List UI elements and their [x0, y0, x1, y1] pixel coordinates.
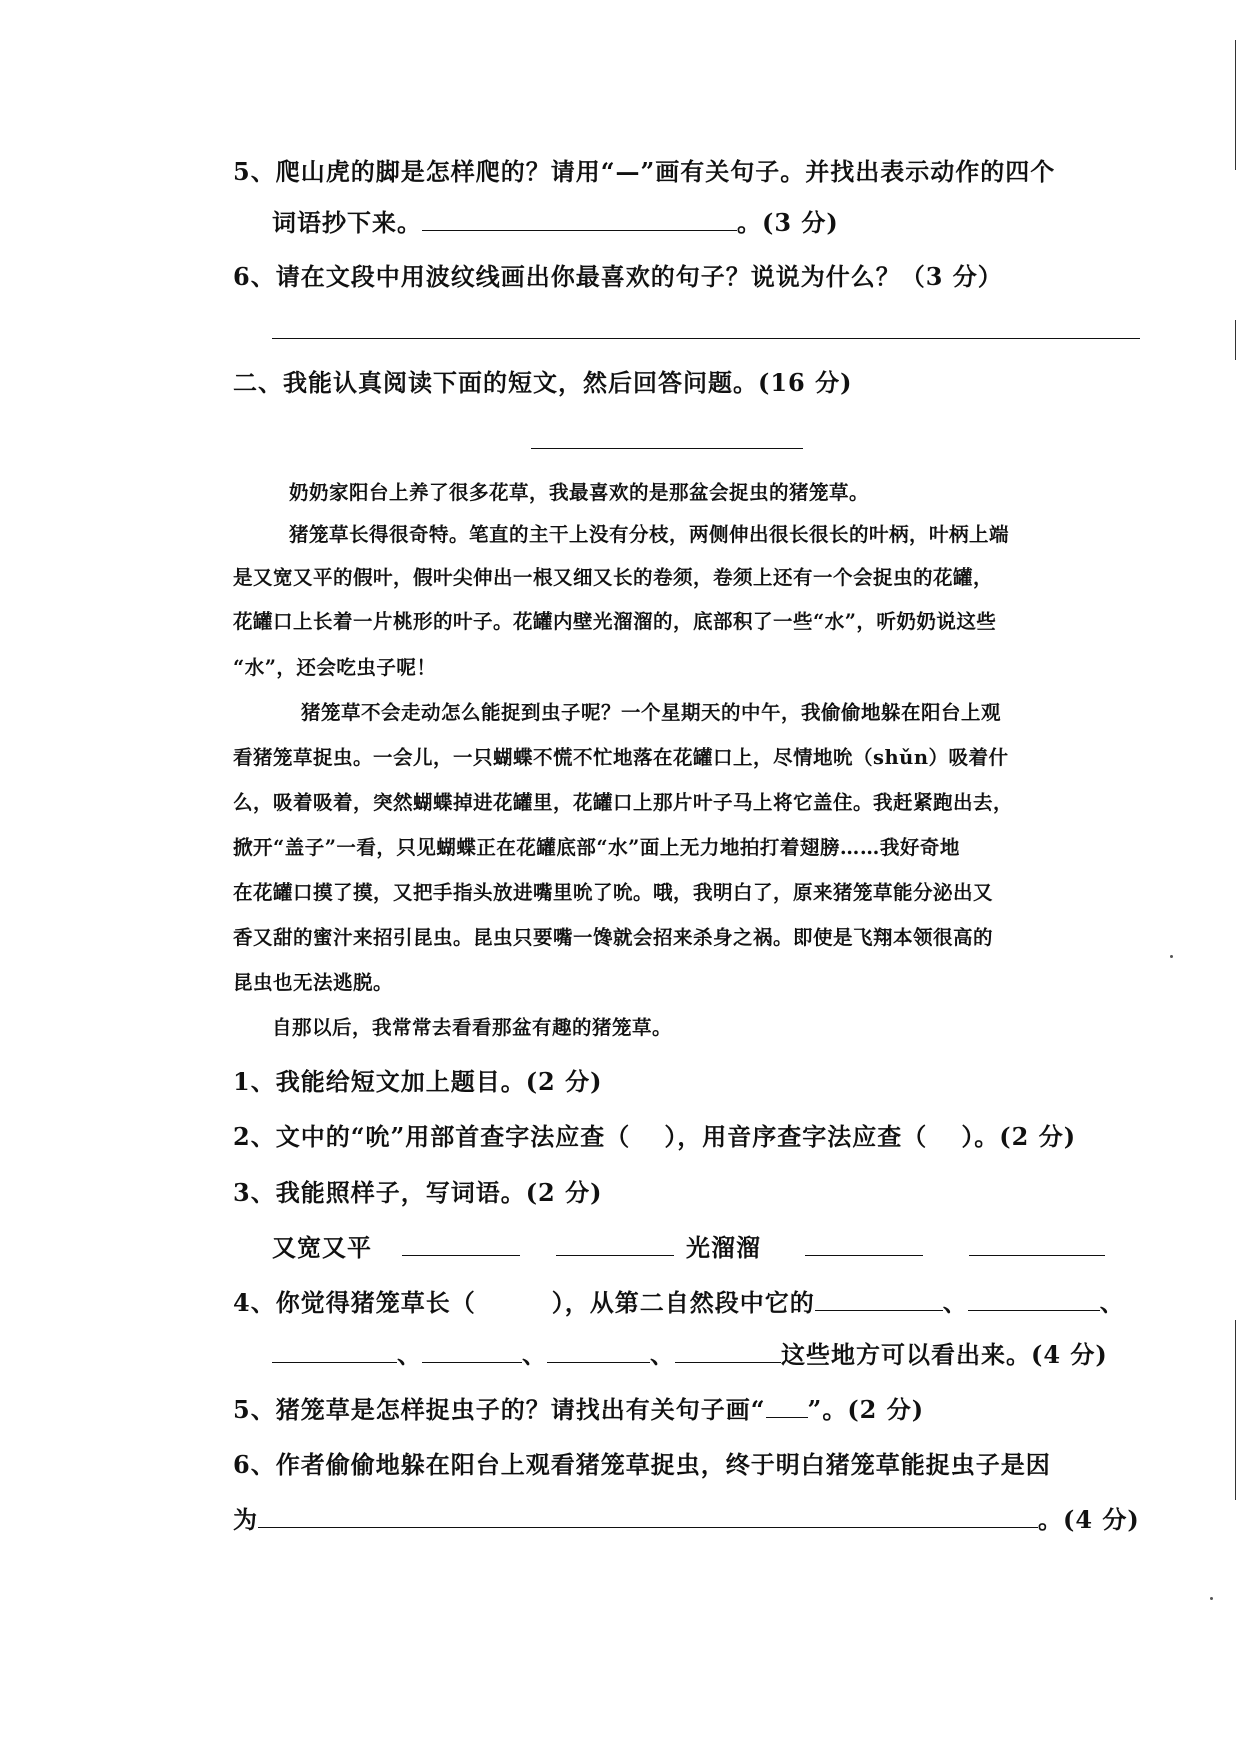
- question-5-text: 词语抄下来。: [272, 208, 422, 237]
- passage-line: 看猪笼草捉虫。一会儿，一只蝴蝶不慌不忙地落在花罐口上，尽情地吮（shǔn）吸着什: [233, 746, 1009, 769]
- question-4-end: 这些地方可以看出来。(4 分): [781, 1340, 1108, 1369]
- scan-edge-line: [1235, 320, 1236, 360]
- question-5-score: ”。(2 分): [807, 1395, 925, 1424]
- passage-line: 奶奶家阳台上养了很多花草，我最喜欢的是那盆会捉虫的猪笼草。: [289, 481, 870, 504]
- question-3-examples: [272, 1233, 1105, 1263]
- answer-blank[interactable]: [272, 1340, 397, 1363]
- question-2-part-b: ），用音序查字法应查（: [664, 1122, 928, 1151]
- question-4-part-a: 4、你觉得猪笼草长（: [233, 1288, 476, 1317]
- answer-blank[interactable]: [547, 1340, 650, 1363]
- section-heading: 二、我能认真阅读下面的短文，然后回答问题。(16 分): [233, 368, 853, 397]
- separator: 、: [1099, 1288, 1125, 1317]
- separator: 、: [650, 1340, 675, 1369]
- question-5-line-2: [272, 208, 839, 238]
- question-1: 1、我能给短文加上题目。(2 分): [233, 1067, 603, 1096]
- answer-blank[interactable]: [969, 1233, 1105, 1256]
- answer-blank[interactable]: [805, 1233, 923, 1256]
- separator: 、: [397, 1340, 422, 1369]
- answer-blank[interactable]: [402, 1233, 520, 1256]
- question-5-score: 。(3 分): [737, 208, 839, 237]
- answer-blank[interactable]: [815, 1288, 943, 1311]
- question-4-line-1: [233, 1288, 1125, 1318]
- question-3: 3、我能照样子，写词语。(2 分): [233, 1178, 603, 1207]
- question-5: [233, 1395, 924, 1425]
- question-4-line-2: [272, 1340, 1108, 1370]
- answer-line[interactable]: [272, 338, 1140, 339]
- passage-line: 在花罐口摸了摸，又把手指头放进嘴里吮了吮。哦，我明白了，原来猪笼草能分泌出又: [233, 881, 994, 904]
- answer-blank[interactable]: [422, 1340, 522, 1363]
- passage-line: 掀开“盖子”一看，只见蝴蝶正在花罐底部“水”面上无力地拍打着翅膀……我好奇地: [233, 836, 960, 859]
- question-6-line-2: [233, 1505, 1140, 1535]
- passage-line: 昆虫也无法逃脱。: [233, 971, 394, 994]
- passage-line: 花罐口上长着一片桃形的叶子。花罐内壁光溜溜的，底部积了一些“水”，听奶奶说这些: [233, 610, 997, 633]
- separator: 、: [522, 1340, 547, 1369]
- question-2: [233, 1122, 1076, 1152]
- answer-blank[interactable]: [258, 1505, 1038, 1528]
- passage-line: 猪笼草长得很奇特。笔直的主干上没有分枝，两侧伸出很长很长的叶柄，叶柄上端: [289, 523, 1010, 546]
- question-6-line-1: 6、作者偷偷地躲在阳台上观看猪笼草捉虫，终于明白猪笼草能捉虫子是因: [233, 1450, 1051, 1479]
- example-word: 光溜溜: [686, 1233, 761, 1262]
- answer-blank[interactable]: [556, 1233, 674, 1256]
- passage-line: 自那以后，我常常去看看那盆有趣的猪笼草。: [272, 1016, 673, 1039]
- question-2-part-a: 2、文中的“吮”用部首查字法应查（: [233, 1122, 631, 1151]
- question-6-score: 。(4 分): [1038, 1505, 1140, 1534]
- scan-edge-line: [1235, 1320, 1236, 1500]
- example-word: 又宽又平: [272, 1233, 372, 1262]
- question-6: 6、请在文段中用波纹线画出你最喜欢的句子？说说为什么？（3 分）: [233, 262, 1003, 291]
- scan-speck: [1170, 955, 1173, 958]
- scan-edge-line: [1235, 40, 1236, 170]
- question-5-part-a: 5、猪笼草是怎样捉虫子的？请找出有关句子画“: [233, 1395, 766, 1424]
- question-4-part-b: ），从第二自然段中它的: [551, 1288, 815, 1317]
- passage-line: 香又甜的蜜汁来招引昆虫。昆虫只要嘴一馋就会招来杀身之祸。即使是飞翔本领很高的: [233, 926, 994, 949]
- separator: 、: [942, 1288, 968, 1317]
- passage-line: 猪笼草不会走动怎么能捉到虫子呢？一个星期天的中午，我偷偷地躲在阳台上观: [301, 701, 1002, 724]
- title-blank[interactable]: [531, 448, 803, 449]
- answer-blank[interactable]: [422, 208, 737, 231]
- passage-line: “水”，还会吃虫子呢！: [233, 656, 437, 679]
- answer-blank[interactable]: [968, 1288, 1100, 1311]
- question-2-score: ）。(2 分): [961, 1122, 1077, 1151]
- passage-line: 么，吸着吸着，突然蝴蝶掉进花罐里，花罐口上那片叶子马上将它盖住。我赶紧跑出去，: [233, 791, 1014, 814]
- question-5-line-1: 5、爬山虎的脚是怎样爬的？请用“—”画有关句子。并找出表示动作的四个: [233, 157, 1056, 186]
- question-6-text: 为: [233, 1505, 258, 1534]
- passage-line: 是又宽又平的假叶，假叶尖伸出一根又细又长的卷须，卷须上还有一个会捉虫的花罐，: [233, 566, 994, 589]
- scan-speck: [1210, 1597, 1213, 1600]
- answer-blank[interactable]: [675, 1340, 781, 1363]
- answer-blank[interactable]: [766, 1395, 808, 1418]
